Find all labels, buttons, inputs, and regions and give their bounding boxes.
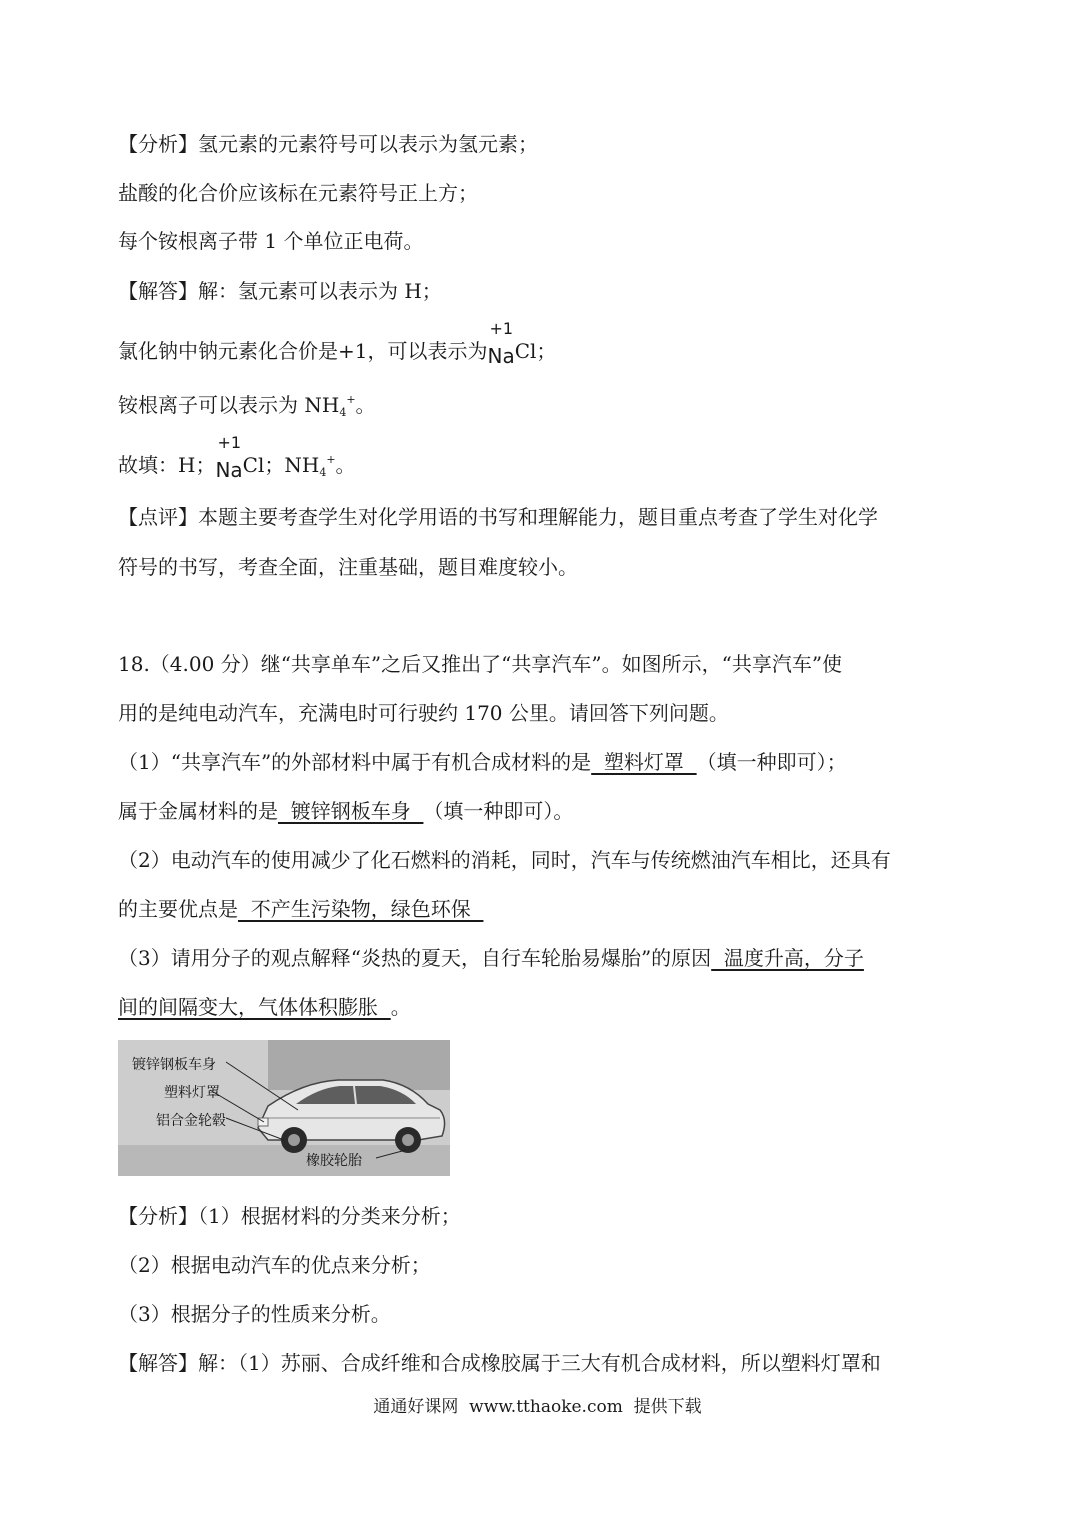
question-part-2b [118,896,483,922]
subscript-2: 4 [319,466,327,479]
valence-na-2 [215,433,243,482]
valence-na [487,319,515,368]
comment-line-2: 符号的书写，考查全面，注重基础，题目难度较小。 [118,555,578,579]
answer-line-3-text: 铵根离子可以表示为 NH [118,393,340,417]
valence-value: +1 [489,319,514,338]
question-part-1b [118,798,573,824]
label-body: 镀锌钢板车身 [132,1057,216,1073]
part-1-text: （1）“共享汽车”的外部材料中属于有机合成材料的是 [118,750,592,774]
part-1-answer: 塑料灯罩 [591,750,697,774]
question-part-3a [118,945,864,971]
analysis-line-3: 每个铵根离子带 1 个单位正电荷。 [118,229,424,253]
analysis-line-1: 【分析】氢元素的元素符号可以表示为氢元素； [118,132,538,156]
analysis2-line-3: （3）根据分子的性质来分析。 [118,1302,391,1326]
label-lamp: 塑料灯罩 [164,1085,220,1101]
answer2-line-1: 【解答】解：（1）苏丽、合成纤维和合成橡胶属于三大有机合成材料，所以塑料灯罩和 [118,1351,881,1375]
question-part-2a: （2）电动汽车的使用减少了化石燃料的消耗，同时，汽车与传统燃油汽车相比，还具有 [118,848,891,872]
comment-line-1: 【点评】本题主要考查学生对化学用语的书写和理解能力，题目重点考查了学生对化学 [118,505,878,529]
fill-answer-text: 故填：H； [118,453,216,477]
subscript: 4 [339,406,347,419]
superscript: + [346,393,356,406]
question-18-line-2: 用的是纯电动汽车，充满电时可行驶约 170 公里。请回答下列问题。 [118,701,729,725]
part-1b-tail: （填一种即可）。 [423,799,574,823]
label-wheel: 铝合金轮毂 [156,1113,226,1129]
fill-answer-line [118,433,356,482]
superscript-2: + [326,453,336,466]
answer-line-1: 【解答】解：氢元素可以表示为 H； [118,279,442,303]
question-part-1 [118,749,847,775]
part-2-text: 的主要优点是 [118,897,238,921]
car-figure [118,1040,450,1176]
answer-line-2 [118,319,557,368]
fill-answer-tail: 。 [335,453,356,477]
part-3-tail: 。 [390,995,411,1019]
fill-answer-mid: Cl；NH [242,453,320,477]
part-1-tail: （填一种即可）； [696,750,847,774]
part-1b-text: 属于金属材料的是 [118,799,278,823]
part-3-answer-a: 温度升高，分子 [711,946,864,970]
page-footer: 通通好课网 www.tthaoke.com 提供下载 [373,1397,702,1417]
question-part-3b [118,994,411,1020]
element-symbol: Na [487,344,515,368]
valence-value-2: +1 [217,433,242,452]
analysis2-line-1: 【分析】（1）根据材料的分类来分析； [118,1204,461,1228]
part-1b-answer: 镀锌钢板车身 [278,799,424,823]
label-tire: 橡胶轮胎 [306,1153,362,1169]
analysis2-line-2: （2）根据电动汽车的优点来分析； [118,1253,431,1277]
answer-line-2-text: 氯化钠中钠元素化合价是+1，可以表示为 [118,339,488,363]
part-2-answer: 不产生污染物，绿色环保 [238,897,484,921]
analysis-line-2: 盐酸的化合价应该标在元素符号正上方； [118,181,478,205]
part-3-answer-b: 间的间隔变大，气体体积膨胀 [118,995,391,1019]
answer-line-3-tail: 。 [355,393,376,417]
answer-line-2-tail: Cl； [514,339,557,363]
part-3-text: （3）请用分子的观点解释“炎热的夏天，自行车轮胎易爆胎”的原因 [118,946,712,970]
answer-line-3 [118,392,376,422]
element-symbol-2: Na [215,458,243,482]
question-18-line-1: 18.（4.00 分）继“共享单车”之后又推出了“共享汽车”。如图所示，“共享汽车”使 [118,652,843,676]
